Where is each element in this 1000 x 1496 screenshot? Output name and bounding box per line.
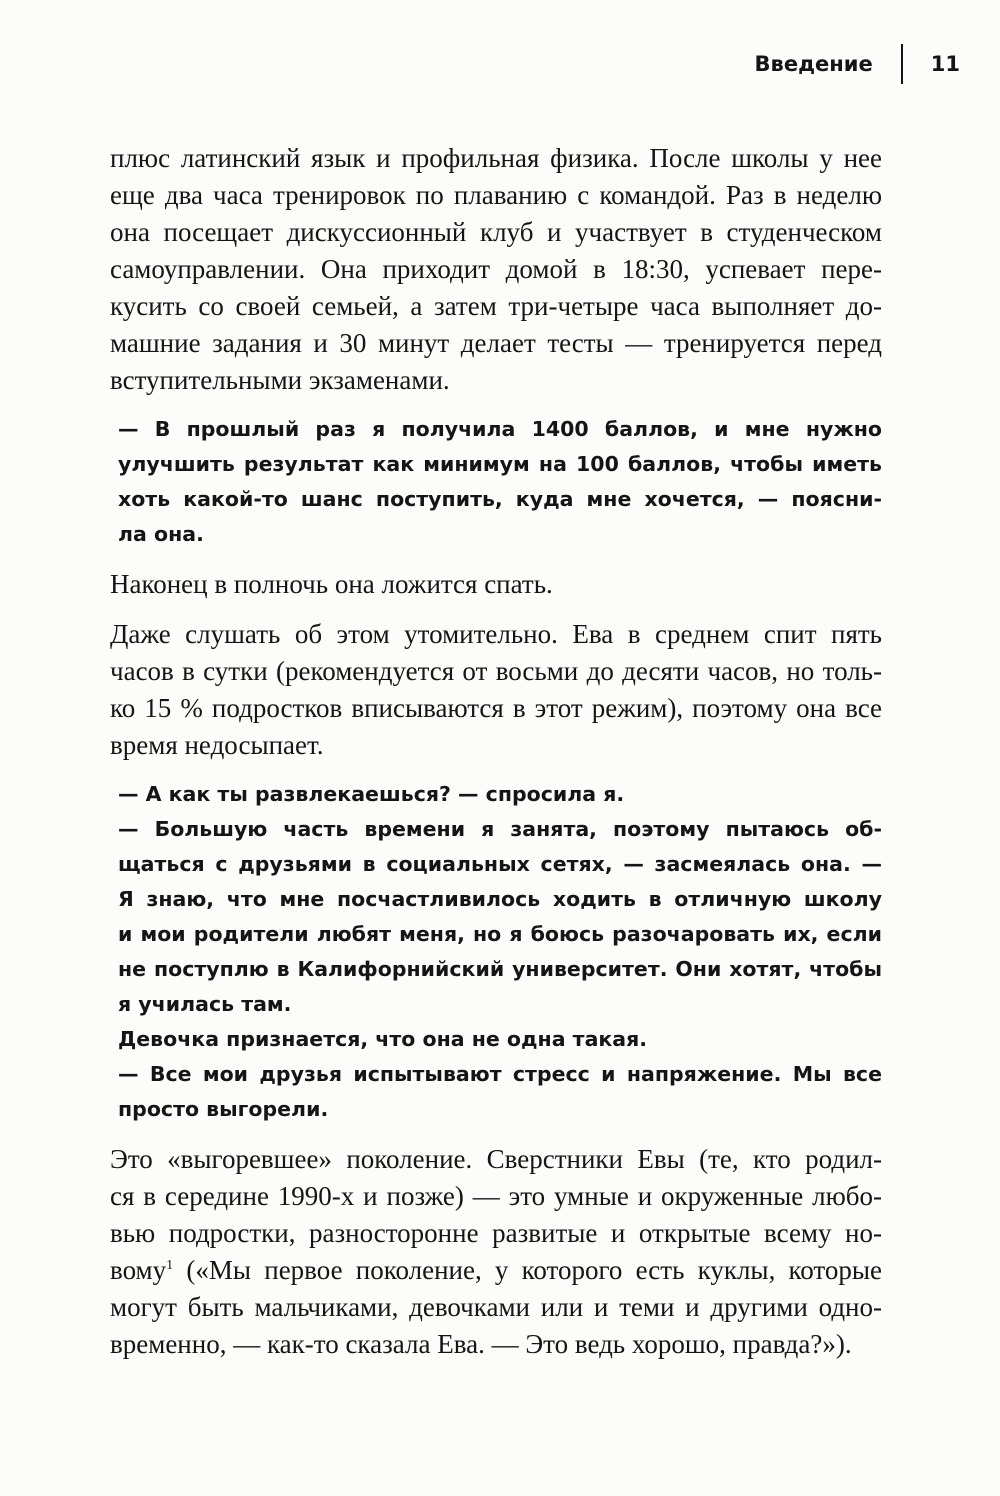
text-line: она посещает дискуссионный клуб и участвует в студенческом [110, 217, 882, 247]
text-line: могут быть мальчиками, девочками или и теми и другими одно- [110, 1292, 882, 1322]
page-number: 11 [930, 52, 960, 76]
text-line: плюс латинский язык и профильная физика. После школы у нее [110, 143, 882, 173]
text-line: — А как ты развлекаешься? — спросила я. [118, 782, 625, 806]
page-header [755, 44, 960, 84]
text-fragment: вому [110, 1255, 167, 1285]
text-line: щаться с друзьями в социальных сетях, — засмеялась она. — [118, 852, 882, 876]
paragraph-4 [110, 1141, 882, 1363]
text-line: временно, — как-то сказала Ева. — Это ведь хорошо, правда?»). [110, 1329, 852, 1359]
text-line: время недосыпает. [110, 730, 324, 760]
text-line: я училась там. [118, 992, 292, 1016]
paragraph-3 [110, 616, 882, 764]
text-line: Девочка признается, что она не одна такая. [118, 1027, 648, 1051]
text-line: Наконец в полночь она ложится спать. [110, 569, 553, 599]
text-line: хоть какой-то шанс поступить, куда мне хочется, — поясни- [118, 487, 882, 511]
text-line: кусить со своей семьей, а затем три-четыре часа выполняет до- [110, 291, 882, 321]
paragraph-1 [110, 140, 882, 399]
footnote-marker: 1 [166, 1258, 174, 1273]
text-line: машние задания и 30 минут делает тесты — тренируется перед [110, 328, 882, 358]
text-fragment: («Мы первое поколение, у которого есть куклы, которые [186, 1255, 883, 1285]
text-line: — Большую часть времени я занята, поэтому пытаюсь об- [118, 817, 882, 841]
text-line [110, 1252, 882, 1289]
text-line: — Все мои друзья испытывают стресс и напряжение. Мы все [118, 1062, 882, 1086]
text-line: просто выгорели. [118, 1097, 329, 1121]
dialogue-block-2 [110, 777, 882, 1127]
text-line: ся в середине 1990-х и позже) — это умные и окруженные любо- [110, 1181, 882, 1211]
text-line: самоуправлении. Она приходит домой в 18:30, успевает пере- [110, 254, 882, 284]
text-line: не поступлю в Калифорнийский университет. Они хотят, чтобы [118, 957, 882, 981]
header-divider [901, 44, 903, 84]
dialogue-quote [110, 777, 882, 1127]
dialogue-block-1 [110, 412, 882, 552]
dialogue-quote [110, 412, 882, 552]
text-line: часов в сутки (рекомендуется от восьми до десяти часов, но толь- [110, 656, 882, 686]
chapter-title: Введение [754, 52, 873, 76]
text-line: — В прошлый раз я получила 1400 баллов, и мне нужно [118, 417, 882, 441]
text-line: Даже слушать об этом утомительно. Ева в среднем спит пять [110, 619, 882, 649]
text-line: Я знаю, что мне посчастливилось ходить в отличную школу [118, 887, 882, 911]
text-line: еще два часа тренировок по плаванию с командой. Раз в неделю [110, 180, 882, 210]
page-body [110, 140, 882, 1376]
text-line: ла она. [118, 522, 204, 546]
text-line: вью подростки, разносторонне развитые и открытые всему но- [110, 1218, 882, 1248]
paragraph-2 [110, 566, 882, 603]
text-line: и мои родители любят меня, но я боюсь разочаровать их, если [118, 922, 882, 946]
text-line: Это «выгоревшее» поколение. Сверстники Евы (те, кто родил- [110, 1144, 882, 1174]
text-line: ко 15 % подростков вписываются в этот режим), поэтому она все [110, 693, 882, 723]
text-line: улучшить результат как минимум на 100 баллов, чтобы иметь [118, 452, 882, 476]
text-line: вступительными экзаменами. [110, 365, 450, 395]
